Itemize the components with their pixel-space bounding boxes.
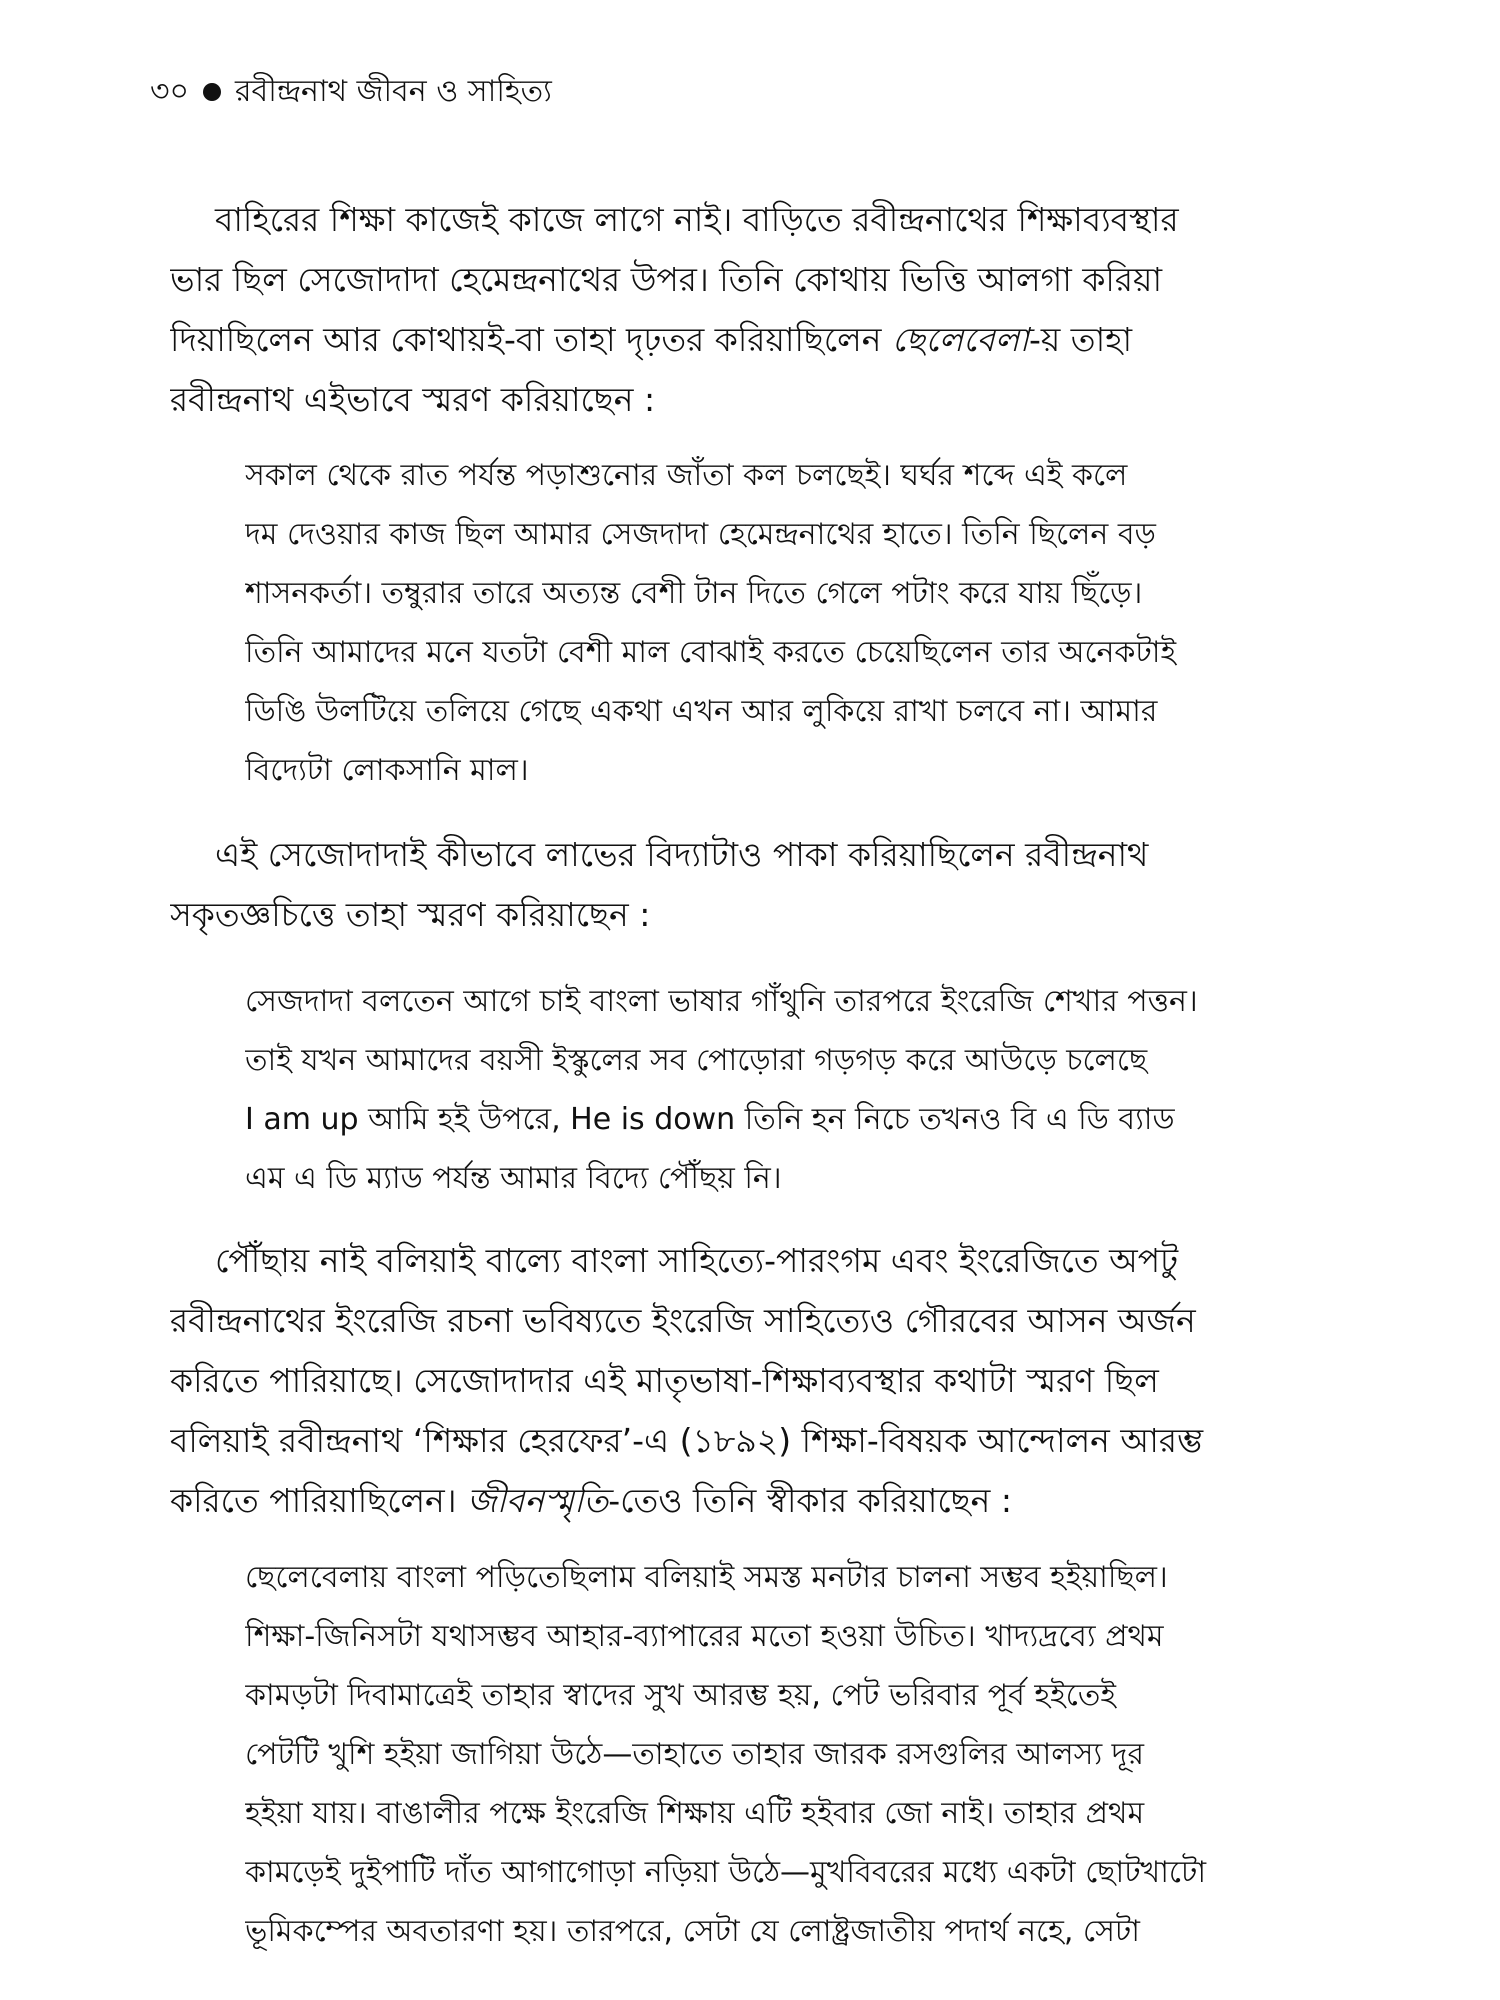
page-number: ৩০ bbox=[150, 74, 190, 109]
quote-line: শিক্ষা-জিনিসটা যথাসম্ভব আহার-ব্যাপারের মতো হওয়া উচিত। খাদ্যদ্রব্যে প্রথম bbox=[245, 1619, 1164, 1654]
text-run: -তেও তিনি স্বীকার করিয়াছেন : bbox=[608, 1481, 1012, 1520]
quote-line: তিনি আমাদের মনে যতটা বেশী মাল বোঝাই করতে চেয়েছিলেন তার অনেকটাই bbox=[245, 635, 1177, 670]
text-line: রবীন্দ্রনাথের ইংরেজি রচনা ভবিষ্যতে ইংরেজি সাহিত্যেও গৌরবের আসন অর্জন bbox=[170, 1301, 1196, 1340]
bullet-separator bbox=[203, 83, 221, 101]
quote-line: ছেলেবেলায় বাংলা পড়িতেছিলাম বলিয়াই সমস্ত মনটার চালনা সম্ভব হইয়াছিল। bbox=[245, 1560, 1168, 1595]
text-line bbox=[170, 310, 1340, 370]
text-line: ভার ছিল সেজোদাদা হেমেন্দ্রনাথের উপর। তিনি কোথায় ভিত্তি আলগা করিয়া bbox=[170, 260, 1163, 299]
quote-line: কামড়েই দুইপাটি দাঁত আগাগোড়া নড়িয়া উঠে—মুখবিবরের মধ্যে একটা ছোটখাটো bbox=[245, 1855, 1207, 1890]
text-line: পৌঁছায় নাই বলিয়াই বাল্যে বাংলা সাহিত্যে-পারংগম এবং ইংরেজিতে অপটু bbox=[215, 1241, 1179, 1280]
text-line: করিতে পারিয়াছে। সেজোদাদার এই মাতৃভাষা-শিক্ষাব্যবস্থার কথাটা স্মরণ ছিল bbox=[170, 1361, 1159, 1400]
book-title-italic: জীবনস্মৃতি bbox=[467, 1481, 609, 1520]
quote-line: ভূমিকম্পের অবতারণা হয়। তারপরে, সেটা যে লোষ্ট্রজাতীয় পদার্থ নহে, সেটা bbox=[245, 1914, 1140, 1949]
quote-line: ডিঙি উলটিয়ে তলিয়ে গেছে একথা এখন আর লুকিয়ে রাখা চলবে না। আমার bbox=[245, 694, 1158, 729]
quote-line: পেটটি খুশি হইয়া জাগিয়া উঠে—তাহাতে তাহার জারক রসগুলির আলস্য দূর bbox=[245, 1737, 1144, 1772]
quote-line: সেজদাদা বলতেন আগে চাই বাংলা ভাষার গাঁথুনি তারপরে ইংরেজি শেখার পত্তন। bbox=[245, 984, 1198, 1019]
text-run: করিতে পারিয়াছিলেন। bbox=[170, 1481, 468, 1520]
quote-line: এম এ ডি ম্যাড পর্যন্ত আমার বিদ্যে পৌঁছয় নি। bbox=[245, 1161, 782, 1196]
text-run: -য় তাহা bbox=[1028, 320, 1133, 359]
text-line: এই সেজোদাদাই কীভাবে লাভের বিদ্যাটাও পাকা করিয়াছিলেন রবীন্দ্রনাথ bbox=[215, 835, 1149, 874]
block-quote-2 bbox=[245, 972, 1340, 1208]
paragraph-2 bbox=[170, 825, 1340, 945]
paragraph-3 bbox=[170, 1231, 1340, 1531]
quote-line: I am up আমি হই উপরে, He is down তিনি হন নিচে তখনও বি এ ডি ব্যাড bbox=[245, 1102, 1175, 1137]
quote-line: তাই যখন আমাদের বয়সী ইস্কুলের সব পোড়োরা গড়গড় করে আউড়ে চলেছে bbox=[245, 1043, 1148, 1078]
quote-line: শাসনকর্তা। তম্বুরার তারে অত্যন্ত বেশী টান দিতে গেলে পটাং করে যায় ছিঁড়ে। bbox=[245, 576, 1143, 611]
text-line: সকৃতজ্ঞচিত্তে তাহা স্মরণ করিয়াছেন : bbox=[170, 895, 651, 934]
book-title-italic: ছেলেবেলা bbox=[891, 320, 1029, 359]
text-line bbox=[170, 1471, 1340, 1531]
text-run: দিয়াছিলেন আর কোথায়ই-বা তাহা দৃঢ়তর করিয়াছিলেন bbox=[170, 320, 892, 359]
paragraph-1 bbox=[170, 190, 1340, 430]
text-line: বলিয়াই রবীন্দ্রনাথ ‘শিক্ষার হেরফের’-এ (১৮৯২) শিক্ষা-বিষয়ক আন্দোলন আরম্ভ bbox=[170, 1421, 1204, 1460]
quote-line: হইয়া যায়। বাঙালীর পক্ষে ইংরেজি শিক্ষায় এটি হইবার জো নাই। তাহার প্রথম bbox=[245, 1796, 1145, 1831]
running-head bbox=[150, 72, 552, 112]
text-line: বাহিরের শিক্ষা কাজেই কাজে লাগে নাই। বাড়িতে রবীন্দ্রনাথের শিক্ষাব্যবস্থার bbox=[215, 200, 1179, 239]
book-title: রবীন্দ্রনাথ জীবন ও সাহিত্য bbox=[235, 74, 552, 109]
quote-line: কামড়টা দিবামাত্রেই তাহার স্বাদের সুখ আরম্ভ হয়, পেট ভরিবার পূর্ব হইতেই bbox=[245, 1678, 1116, 1713]
text-line: রবীন্দ্রনাথ এইভাবে স্মরণ করিয়াছেন : bbox=[170, 380, 656, 419]
quote-line: বিদ্যেটা লোকসানি মাল। bbox=[245, 753, 529, 788]
block-quote-3 bbox=[245, 1548, 1340, 1961]
quote-line: দম দেওয়ার কাজ ছিল আমার সেজদাদা হেমেন্দ্রনাথের হাতে। তিনি ছিলেন বড় bbox=[245, 517, 1156, 552]
quote-line: সকাল থেকে রাত পর্যন্ত পড়াশুনোর জাঁতা কল চলছেই। ঘর্ঘর শব্দে এই কলে bbox=[245, 458, 1128, 493]
block-quote-1 bbox=[245, 446, 1340, 800]
